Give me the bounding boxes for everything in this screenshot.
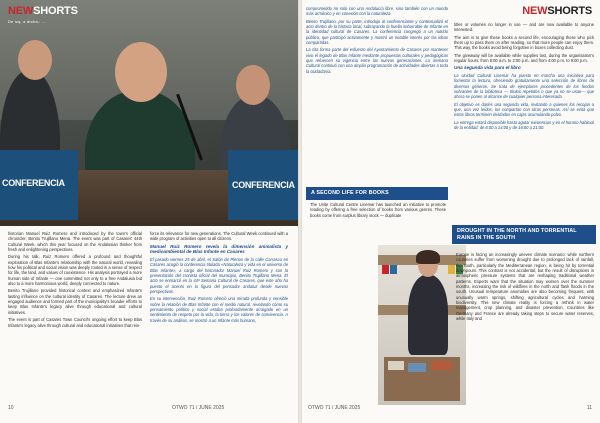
books-intro-column [310,202,446,220]
footer-page-number-right: 11 [586,405,592,411]
right-column-1-top [306,6,448,76]
left-column-2 [150,231,288,325]
left-col2-body-2: En su intervención, Ruiz Romero ofreció una mirada profunda y sensible sobre la relación de Blas Infante con el medio natural, revelando cómo su pensamiento político y social estaba profundamente arraigado en un sentimiento de respeto por la vida, la tierra y los valores de convivencia. A través de su análisis, se mostró a un Infante más humano, [150,296,288,323]
book-3 [448,265,455,274]
book-1 [382,265,389,274]
books-text-2: The aim is to give these books a second life, encouraging those who pick them up to pass them on after reading, so that more people can enjoy them. This way, the books avoid being forgotten in boxes collecting dust. [454,34,594,51]
right-column-2 [454,22,594,132]
speaker-right-head [236,65,270,105]
speaker-center-head [115,42,167,102]
right-col1-para-1: comprometido no solo con una Andalucía libre, sino también con un mundo más armónico y en conexión con la naturaleza. [306,6,448,17]
footer-issue-left: OTWO 71 / JUNE 2025 [172,405,225,411]
book-6 [408,363,426,372]
left-col1-para-3: Benito Trujillano provided historical context and emphasized Infante's lasting influence on the cultural identity of Casares. The lecture drew an engaged audience and formed part of the municipality's broader efforts to keep Blas Infante's legacy alive through educational and cultural initiatives. [8,288,142,315]
left-col1-para-1: historian Manuel Ruiz Romero and introduced by the town's official chronicler, Benito Trujillano Mena. The event was part of Casares' 44th Cultural Week, which this year focused on the Andalusian thinker from fresh and enlightening perspectives. [8,231,142,253]
left-col2-intro: force its relevance for new generations. The Cultural Week continued with a wide program of activities open to all citizens. [150,231,288,242]
books-text-1: titles or volumes no longer in use — and are now available to anyone interested. [454,22,594,33]
left-page [0,0,298,423]
brand-shorts-right: SHORTS [547,5,592,17]
conference-banner-left [0,150,78,220]
banner-left-text: CONFERENCIA [2,178,65,188]
drought-column [456,252,594,323]
books-es-3: La entrega estará disponible hasta agotar existencias y en el horario habitual de la entidad: de 8:00 a 14:00 y de 16:00 a 21:00. [454,119,594,131]
section-header-drought: DROUGHT IN THE NORTH AND TORRENTIAL RAINS IN THE SOUTH [452,225,596,244]
photo-caption: De izq. a drcha.: ... [8,19,46,24]
book-5 [388,361,404,370]
drought-text: Europe is facing an increasingly uneven climate scenario: while northern countries suffer from worsening drought due to prolonged lack of rainfall, the south, particularly the Mediterranean region, is being hit by torrential downpours. This contrast is not accidental, but the result of disruptions in atmospheric pressure systems that are reshaping traditional weather patterns. Experts warn that the situation may worsen over the summer months, increasing the risk of wildfires in the north and flash floods in the south. Unusual temperature anomalies are also becoming frequent, with unusually warm springs, shifting agricultural cycles and harming biodiversity. This new climate reality is forcing a rethink in water management, crop planning, and disaster prevention. Countries like Germany and France are already taking steps to secure water reserves, while Italy and [456,252,594,322]
books-es-1: La Unidad Cultural Linemar ha puesto en marcha una iniciativa para fomentar la lectura, ofreciendo gratuitamente una selección de libros de diversos géneros. Se trata de ejemplares procedentes de los fondos sobrantes de la biblioteca — títulos repetidos o que ya no se usan— que ahora se ponen al alcance de cualquier persona interesada. [454,73,594,100]
brand-shorts: SHORTS [33,5,78,17]
books-text-3: The giveaway will be available while supplies last, during the organisation's regular hours: from 8:00 a.m. to 2:00 p.m. and from 4:00 p.m. to 9:00 p.m. [454,52,594,64]
footer-issue-right: OTWO 71 / JUNE 2025 [308,405,361,411]
left-col2-subhead: Manuel Ruiz Romero revela la dimensión animalista y medioambiental de Blas Infante en Casares [150,243,288,255]
books-subhead-es: Una segunda vida para el libro [454,65,521,71]
librarian-hair [416,250,440,264]
books-intro-text: The Unite Cultural Centre Linemar has launched an initiative to promote reading by offering a free selection of books from various genres. These books come from surplus library stock — duplicate [310,202,446,218]
conference-banner-right [228,150,298,220]
section-header-books: A SECOND LIFE FOR BOOKS [306,187,448,200]
left-column-1 [8,231,142,330]
books-es-2: El objetivo es darles una segunda vida, invitando a quienes los recojan a que, una vez leídos, los compartan con otras personas. Así se evita que estos libros terminen olvidados en cajas acumulando polvo. [454,101,594,118]
book-2 [390,265,397,274]
conference-photo [0,0,298,226]
speaker-left-head [18,40,52,80]
footer-page-number-left: 10 [8,405,14,411]
left-col2-body-1: El pasado viernes 25 de abril, el Salón de Plenos de la calle Carrasco en Casares acogió la conferencia titulada «Naturaleza y vida en el universo de Blas Infante», a cargo del historiador Manuel Ruiz Romero y con la presentación del cronista oficial del municipio, Benito Trujillano Mena. El acto se enmarcó en la 44ª Semana Cultural de Casares, que este año ha puesto el acento en la figura del pensador andaluz desde nuevas perspectivas. [150,256,288,294]
brand-logo-right [522,5,592,17]
brand-logo-left [8,5,78,17]
left-col1-para-4: The event is part of Casares Town Council's ongoing effort to keep Blas Infante's legacy alive through cultural and educational initiatives that rein- [8,317,142,328]
left-col1-para-2: During his talk, Ruiz Romero offered a profound and thoughtful exploration of Blas Infante's relationship with the natural world, revealing how his political and social vision was deeply rooted in a sense of respect for life, the land, and values of coexistence. His analysis portrayed a more human side of Infante — one committed not only to a free Andalusia but also to a more harmonious world, deeply connected to nature. [8,254,142,287]
books-photo [378,245,466,405]
librarian-figure [408,275,448,355]
brand-news: NEW [8,5,34,17]
right-col1-para-2: Benito Trujillano, por su parte, introdujo al conferenciante y contextualizó el acto dentro de la historia local, subrayando la huella imborrable de Infante en la identidad cultural de Casares. La conferencia congregó a un nutrido público, que participó activamente y mostró un notable interés por las ideas compartidas. [306,18,448,46]
book-7 [432,361,452,370]
brand-news-right: NEW [522,5,548,17]
right-col1-para-3: La cita forma parte del esfuerzo del Ayuntamiento de Casares por mantener vivo el legado de Blas Infante mediante propuestas culturales y pedagógicas que refuercen su vigencia entre las nuevas generaciones. La Semana Cultural continuó con una amplia programación de actividades abiertas a toda la ciudadanía. [306,47,448,74]
right-page [302,0,600,423]
banner-right-text: CONFERENCIA [232,180,295,190]
